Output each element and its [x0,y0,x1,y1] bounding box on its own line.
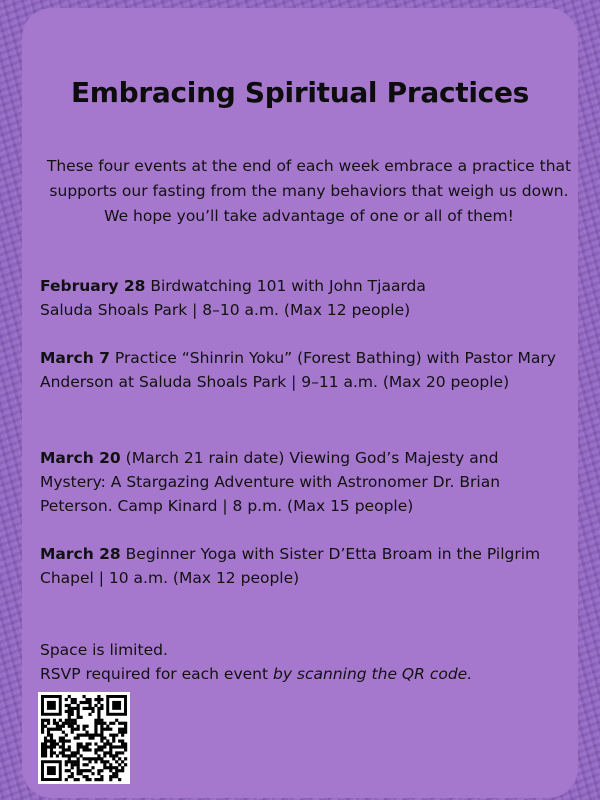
event-description: Practice “Shinrin Yoku” (Forest Bathing) with Pastor Mary Anderson at Saluda Shoals Park | 9–11 a.m. (Max 20 people) [40,349,556,391]
event-description: Beginner Yoga with Sister D’Etta Broam in the Pilgrim Chapel | 10 a.m. (Max 12 people) [40,545,541,587]
event-mar-20 [40,446,565,518]
event-description: Birdwatching 101 with John Tjaarda [145,277,426,295]
event-feb-28 [40,274,565,322]
event-description: (March 21 rain date) Viewing God’s Majesty and Mystery: A Stargazing Adventure with Astronomer Dr. Brian Peterson. Camp Kinard | 8 p.m. (Max 15 people) [40,449,501,515]
flyer-title: Embracing Spiritual Practices [70,76,530,109]
event-date: February 28 [40,277,146,295]
event-mar-7 [40,346,565,394]
qr-code-icon[interactable] [38,692,130,784]
event-date: March 28 [40,545,121,563]
space-limited-note: Space is limited. [40,641,168,659]
event-date: March 7 [40,349,110,367]
rsvp-emphasis: by scanning the QR code. [272,665,473,683]
intro-paragraph: These four events at the end of each week embrace a practice that supports our fasting from the many behaviors that weigh us down. We hope you’ll take advantage of one or all of them! [46,157,572,225]
rsvp-note: RSVP required for each event [40,665,273,683]
qr-code-graphic [38,692,130,784]
event-mar-28 [40,542,565,590]
event-location: Saluda Shoals Park | 8–10 a.m. (Max 12 people) [40,301,411,319]
event-date: March 20 [40,449,121,467]
rsvp-footer [40,638,565,686]
